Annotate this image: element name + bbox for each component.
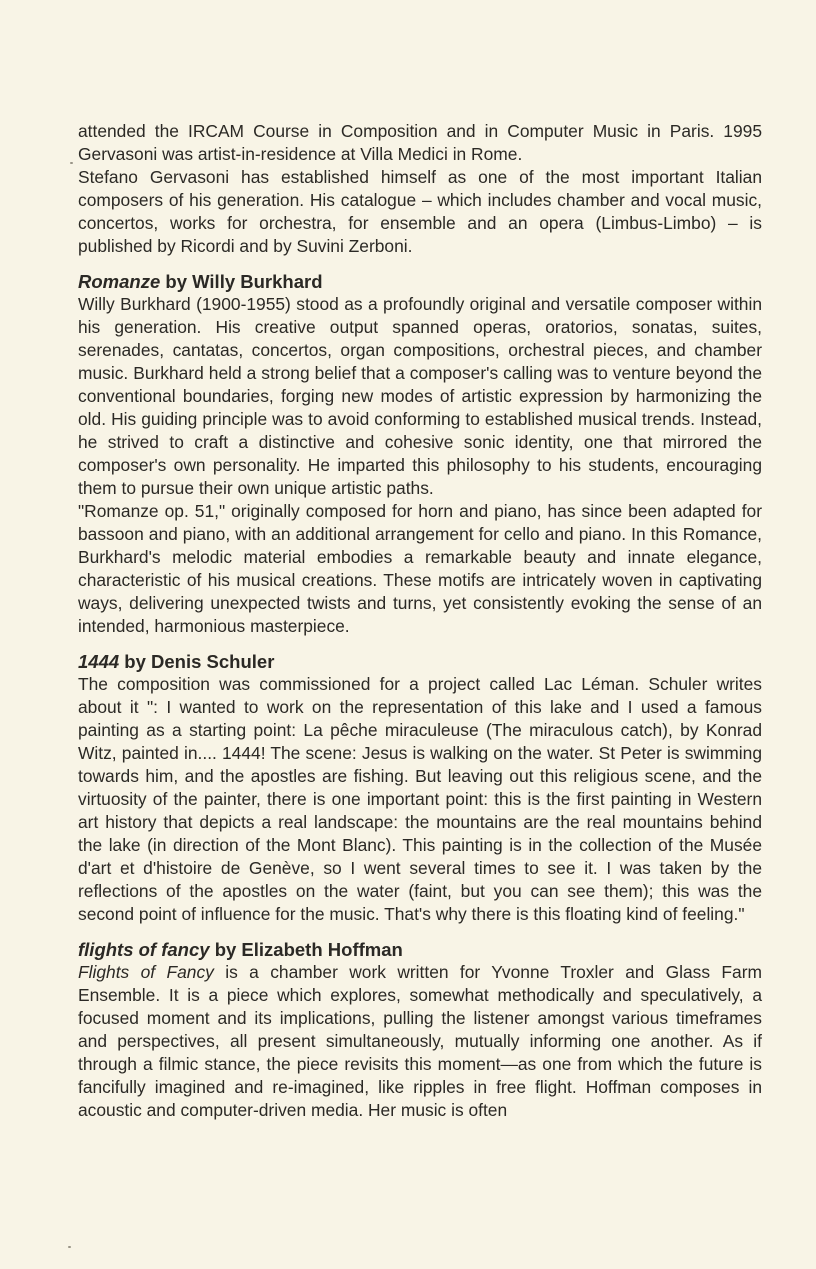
work-title-reference: Flights of Fancy xyxy=(78,962,214,982)
composer-credit: by Denis Schuler xyxy=(124,651,275,672)
intro-block xyxy=(78,120,762,258)
paragraph-text: is a chamber work written for Yvonne Troxler and Glass Farm Ensemble. It is a piece which explores, somewhat methodically and speculatively, a focused moment and its implications, pulling the listener amongst various timeframes and perspectives, all present simultaneously, mutually informing one another. As if through a filmic stance, the piece revisits this moment—as one from which the future is fancifully imagined and re-imagined, like ripples in free flight. Hoffman composes in acoustic and computer-driven media. Her music is often xyxy=(78,962,763,1120)
composer-credit: by Elizabeth Hoffman xyxy=(214,939,403,960)
work-title: Romanze xyxy=(78,271,161,292)
section-heading xyxy=(78,650,762,673)
composer-credit: by Willy Burkhard xyxy=(165,271,323,292)
section-paragraph: Willy Burkhard (1900-1955) stood as a profoundly original and versatile composer within his generation. His creative output spanned operas, oratorios, sonatas, suites, serenades, cantatas, concertos, organ compositions, orchestral pieces, and chamber music. Burkhard held a strong belief that a composer's calling was to venture beyond the conventional boundaries, forging new modes of artistic expression by harmonizing the old. His guiding principle was to avoid conforming to established musical trends. Instead, he strived to craft a distinctive and cohesive sonic identity, one that mirrored the composer's own personality. He imparted this philosophy to his students, encouraging them to pursue their own unique artistic paths. xyxy=(78,294,762,498)
intro-paragraph: Stefano Gervasoni has established himself as one of the most important Italian composers of his generation. His catalogue – which includes chamber and vocal music, concertos, works for orchestra, for ensemble and an opera (Limbus-Limbo) – is published by Ricordi and by Suvini Zerboni. xyxy=(78,167,762,256)
section-flights-of-fancy xyxy=(78,938,762,1122)
work-title: 1444 xyxy=(78,651,120,672)
program-notes-page xyxy=(78,120,762,1122)
section-romanze xyxy=(78,270,762,638)
intro-paragraph: attended the IRCAM Course in Composition and in Computer Music in Paris. 1995 Gervasoni was artist-in-residence at Villa Medici in Rome. xyxy=(78,121,762,164)
section-heading xyxy=(78,270,762,293)
paper-speck xyxy=(70,162,73,164)
section-paragraph xyxy=(78,961,762,1122)
section-paragraph: The composition was commissioned for a project called Lac Léman. Schuler writes about it ": I wanted to work on the representation of this lake and I used a famous painting as a starting point: La pêche miraculeuse (The miraculous catch), by Konrad Witz, painted in.... 1444! The scene: Jesus is walking on the water. St Peter is swimming towards him, and the apostles are fishing. But leaving out this religious scene, and the virtuosity of the painter, there is one important point: this is the first painting in Western art history that depicts a real landscape: the mountains are the real mountains behind the lake (in direction of the Mont Blanc). This painting is in the collection of the Musée d'art et d'histoire de Genève, so I went several times to see it. I was taken by the reflections of the apostles on the water (faint, but you can see them); this was the second point of influence for the music. That's why there is this floating kind of feeling." xyxy=(78,674,762,924)
section-heading xyxy=(78,938,762,961)
section-paragraph: "Romanze op. 51," originally composed for horn and piano, has since been adapted for bassoon and piano, with an additional arrangement for cello and piano. In this Romance, Burkhard's melodic material embodies a remarkable beauty and innate elegance, characteristic of his musical creations. These motifs are intricately woven in captivating ways, delivering unexpected twists and turns, yet consistently evoking the sense of an intended, harmonious masterpiece. xyxy=(78,501,762,636)
section-1444 xyxy=(78,650,762,926)
work-title: flights of fancy xyxy=(78,939,210,960)
paper-speck xyxy=(68,1246,71,1248)
